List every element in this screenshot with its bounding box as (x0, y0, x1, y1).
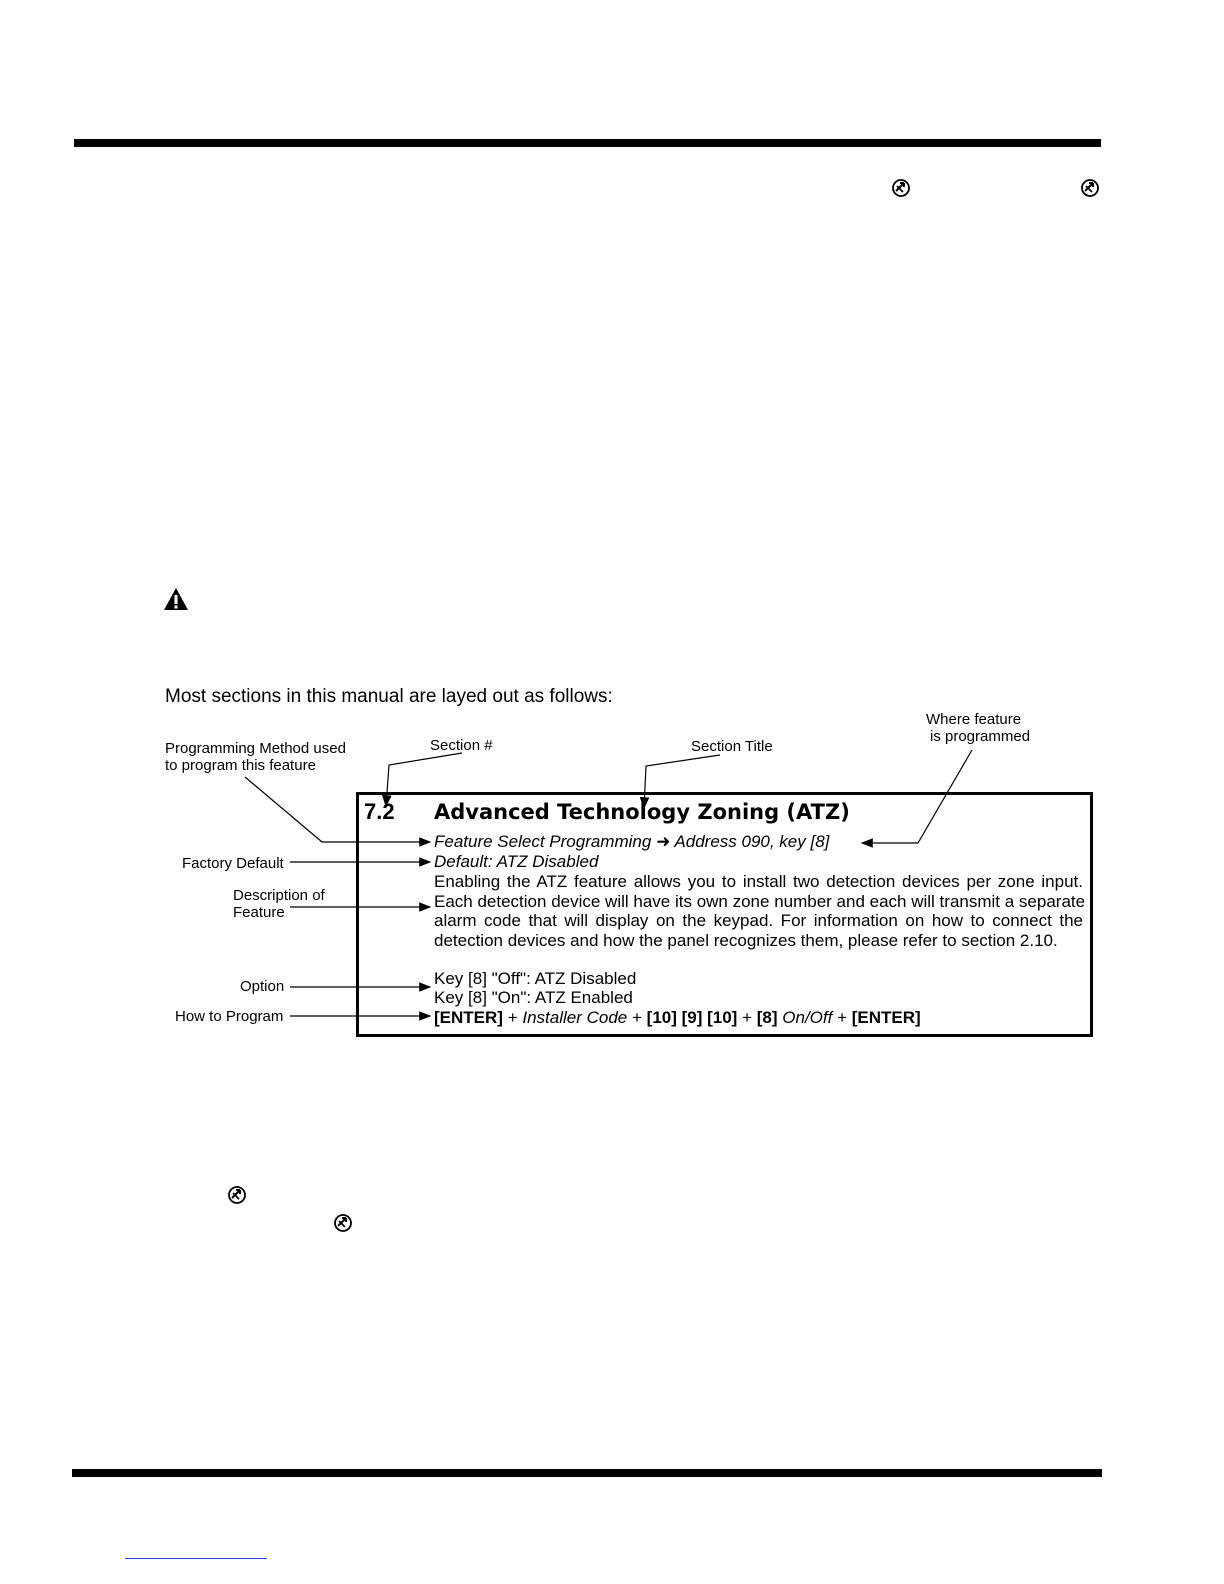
sample-option-off: Key [8] "Off": ATZ Disabled (434, 969, 637, 988)
intro-text: Most sections in this manual are layed out as follows: (165, 686, 613, 707)
sample-section-title: Advanced Technology Zoning (ATZ) (434, 800, 850, 824)
sample-how-to-program: [ENTER] + Installer Code + [10] [9] [10] + [8] On/Off + [ENTER] (434, 1008, 921, 1027)
keypad-programming-icon (333, 1213, 353, 1233)
sample-option-on: Key [8] "On": ATZ Enabled (434, 988, 633, 1007)
callout-where-programmed: Where feature is programmed (926, 711, 1031, 745)
keypad-programming-icon (227, 1185, 247, 1205)
callout-programming-method: Programming Method used to program this feature (165, 740, 346, 774)
footnote-separator (125, 1558, 267, 1559)
sample-section-heading (364, 799, 850, 824)
callout-how-to-program: How to Program (175, 1008, 284, 1025)
callout-description: Description of Feature (233, 887, 325, 921)
sample-description: Enabling the ATZ feature allows you to install two detection devices per zone input. Each detection device will have its own zone number and each will transmit a separate alarm code that will display on the keypad. For information on how to connect the detection devices and how the panel recognizes them, please refer to section 2.10. (434, 872, 1086, 950)
sample-default: Default: ATZ Disabled (434, 852, 599, 871)
callout-option: Option (240, 978, 285, 995)
callout-factory-default: Factory Default (182, 855, 284, 872)
sample-programming-line: Feature Select Programming ➜ Address 090, key [8] (434, 832, 830, 851)
right-arrow-icon: ➜ (656, 832, 671, 851)
callout-section-title: Section Title (691, 738, 773, 755)
sample-section-number: 7.2 (364, 799, 395, 824)
footer-rule (72, 1469, 1102, 1477)
callout-section-number: Section # (430, 737, 493, 754)
